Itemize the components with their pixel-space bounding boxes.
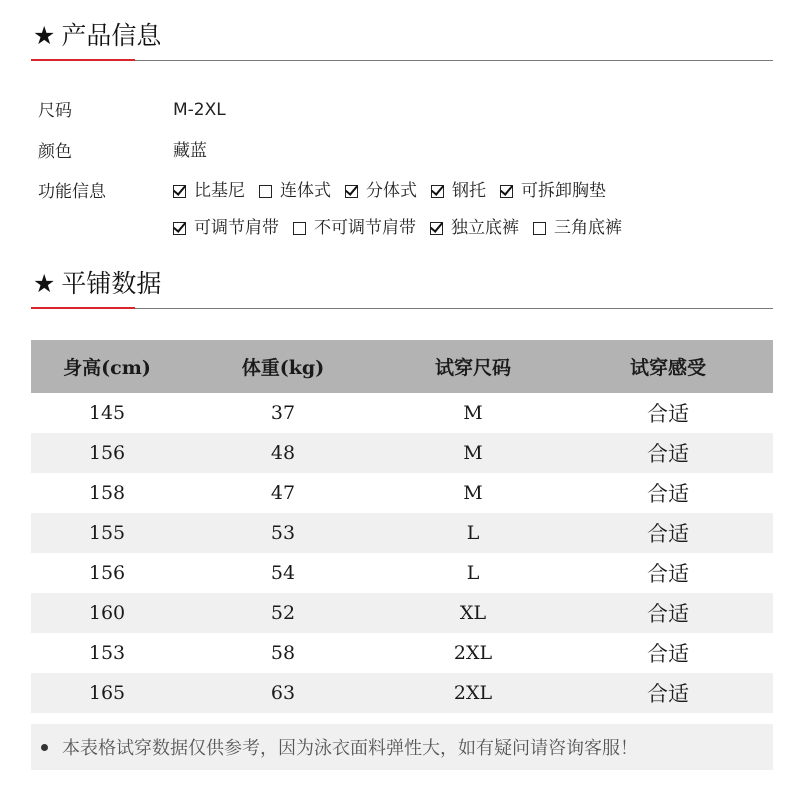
cell-feel: 合适 — [647, 402, 689, 426]
checkbox-icon[interactable] — [430, 222, 443, 235]
cell-height: 145 — [88, 402, 126, 424]
cell-size: L — [466, 562, 480, 584]
cell-feel: 合适 — [647, 562, 689, 586]
cell-size: 2XL — [453, 682, 493, 704]
table-row — [31, 393, 773, 433]
checkbox-icon[interactable] — [173, 222, 186, 235]
cell-height: 153 — [88, 642, 126, 664]
cell-height: 156 — [88, 442, 126, 464]
size-value: M-2XL — [173, 100, 226, 120]
product-info-header — [31, 20, 773, 52]
feature-label: 分体式 — [366, 181, 417, 201]
feature-label: 独立底裤 — [451, 218, 519, 238]
color-label: 颜色 — [38, 142, 72, 162]
cell-feel: 合适 — [647, 442, 689, 466]
cell-height: 160 — [88, 602, 126, 624]
features-row-2 — [173, 216, 636, 240]
cell-weight: 37 — [270, 402, 296, 424]
features-row-1 — [173, 179, 620, 203]
header-height: 身高(cm) — [63, 357, 151, 379]
feature-item[interactable] — [500, 179, 606, 203]
cell-size: L — [466, 522, 480, 544]
divider-line — [31, 60, 773, 61]
feature-label: 三角底裤 — [554, 218, 622, 238]
feature-item[interactable] — [533, 216, 622, 240]
table-row — [31, 473, 773, 513]
disclaimer-text: 本表格试穿数据仅供参考，因为泳衣面料弹性大，如有疑问请咨询客服！ — [62, 738, 638, 759]
feature-label: 可调节肩带 — [194, 218, 279, 238]
disclaimer-note — [31, 724, 773, 770]
cell-feel: 合适 — [647, 522, 689, 546]
cell-feel: 合适 — [647, 482, 689, 506]
cell-weight: 47 — [270, 482, 296, 504]
table-row — [31, 633, 773, 673]
cell-height: 155 — [88, 522, 126, 544]
cell-weight: 48 — [270, 442, 296, 464]
cell-weight: 53 — [270, 522, 296, 544]
header-feel: 试穿感受 — [629, 357, 706, 379]
cell-size: M — [463, 402, 483, 424]
cell-height: 158 — [88, 482, 126, 504]
checkbox-icon[interactable] — [500, 185, 513, 198]
table-header — [31, 340, 773, 393]
cell-weight: 52 — [270, 602, 296, 624]
star-icon: ★ — [33, 269, 56, 298]
table-row — [31, 673, 773, 713]
checkbox-icon[interactable] — [345, 185, 358, 198]
cell-feel: 合适 — [647, 642, 689, 666]
checkbox-icon[interactable] — [173, 185, 186, 198]
table-row — [31, 553, 773, 593]
measurement-header — [31, 268, 773, 300]
cell-weight: 63 — [270, 682, 296, 704]
section-title: 产品信息 — [61, 21, 162, 50]
feature-label: 不可调节肩带 — [314, 218, 416, 238]
divider-line — [31, 308, 773, 309]
table-row — [31, 433, 773, 473]
cell-feel: 合适 — [647, 682, 689, 706]
checkbox-icon[interactable] — [259, 185, 272, 198]
cell-weight: 58 — [270, 642, 296, 664]
features-label: 功能信息 — [38, 182, 106, 202]
checkbox-icon[interactable] — [431, 185, 444, 198]
cell-size: M — [463, 442, 483, 464]
feature-item[interactable] — [173, 216, 279, 240]
cell-height: 156 — [88, 562, 126, 584]
feature-item[interactable] — [430, 216, 519, 240]
feature-label: 可拆卸胸垫 — [521, 181, 606, 201]
feature-item[interactable] — [431, 179, 486, 203]
cell-height: 165 — [88, 682, 126, 704]
cell-weight: 54 — [270, 562, 296, 584]
header-weight: 体重(kg) — [241, 357, 325, 379]
section-title: 平铺数据 — [61, 269, 162, 298]
cell-size: XL — [459, 602, 487, 624]
cell-size: M — [463, 482, 483, 504]
color-value: 藏蓝 — [173, 141, 207, 161]
size-label: 尺码 — [38, 101, 72, 121]
cell-size: 2XL — [453, 642, 493, 664]
header-size: 试穿尺码 — [434, 357, 511, 379]
checkbox-icon[interactable] — [293, 222, 306, 235]
feature-label: 钢托 — [452, 181, 486, 201]
feature-item[interactable] — [259, 179, 331, 203]
accent-underline — [31, 307, 135, 309]
feature-label: 比基尼 — [194, 181, 245, 201]
feature-item[interactable] — [345, 179, 417, 203]
accent-underline — [31, 59, 135, 61]
feature-item[interactable] — [293, 216, 416, 240]
table-row — [31, 593, 773, 633]
feature-item[interactable] — [173, 179, 245, 203]
feature-label: 连体式 — [280, 181, 331, 201]
bullet-icon — [41, 744, 48, 751]
star-icon: ★ — [33, 21, 56, 50]
cell-feel: 合适 — [647, 602, 689, 626]
fit-data-table — [31, 340, 773, 713]
checkbox-icon[interactable] — [533, 222, 546, 235]
table-row — [31, 513, 773, 553]
